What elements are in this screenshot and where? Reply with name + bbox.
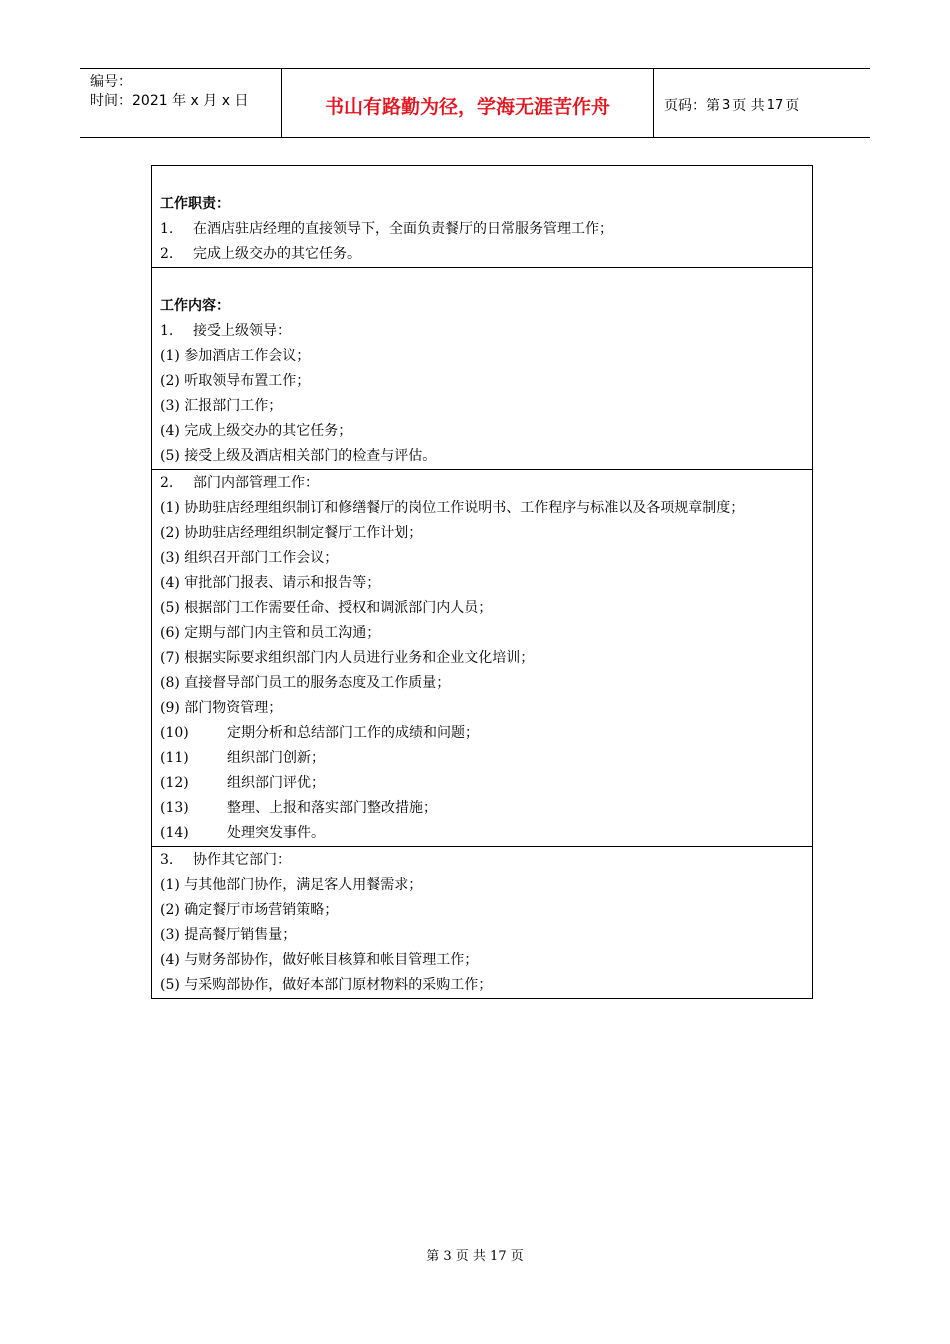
code-label: 编号： [90, 74, 132, 90]
list-item: (3) 提高餐厅销售量； [160, 927, 297, 943]
list-item: (2) 听取领导布置工作； [160, 373, 311, 389]
content-section-3 [152, 846, 812, 998]
page-suffix: 页 [785, 98, 800, 114]
list-item: (10) 定期分析和总结部门工作的成绩和问题； [160, 725, 479, 741]
list-item: (5) 与采购部协作，做好本部门原材物料的采购工作； [160, 977, 493, 993]
list-item: (2) 确定餐厅市场营销策略； [160, 902, 339, 918]
list-item: (7) 根据实际要求组织部门内人员进行业务和企业文化培训； [160, 650, 535, 666]
list-item: (5) 接受上级及酒店相关部门的检查与评估。 [160, 448, 437, 464]
time-label: 时间：2021 年 x 月 x 日 [90, 93, 249, 109]
list-item: (4) 与财务部协作，做好帐目核算和帐目管理工作； [160, 952, 479, 968]
list-item: (4) 完成上级交办的其它任务； [160, 423, 353, 439]
list-item: (3) 汇报部门工作； [160, 398, 283, 414]
list-item: (5) 根据部门工作需要任命、授权和调派部门内人员； [160, 600, 493, 616]
duties-section [152, 166, 812, 267]
list-item: (1) 与其他部门协作，满足客人用餐需求； [160, 877, 423, 893]
list-item: (2) 协助驻店经理组织制定餐厅工作计划； [160, 525, 423, 541]
header-page-number [654, 69, 870, 137]
header-motto: 书山有路勤为径，学海无涯苦作舟 [282, 69, 654, 137]
list-item: (12) 组织部门评优； [160, 775, 325, 791]
job-description-table [151, 165, 813, 999]
duty-item: 2. 完成上级交办的其它任务。 [160, 246, 361, 262]
page-total: 17 [766, 97, 784, 113]
list-item: (4) 审批部门报表、请示和报告等； [160, 575, 381, 591]
list-item: (3) 组织召开部门工作会议； [160, 550, 339, 566]
spacer [160, 167, 806, 192]
spacer [160, 269, 806, 294]
list-item: (11) 组织部门创新； [160, 750, 325, 766]
list-item: (1) 协助驻店经理组织制订和修缮餐厅的岗位工作说明书、工作程序与标准以及各项规章制度； [160, 500, 745, 516]
list-item: (14) 处理突发事件。 [160, 825, 325, 841]
page-header [80, 68, 870, 138]
duty-item: 1. 在酒店驻店经理的直接领导下，全面负责餐厅的日常服务管理工作； [160, 221, 613, 237]
content-section-2 [152, 469, 812, 846]
duties-title: 工作职责： [160, 196, 230, 212]
page-current: 3 [722, 97, 731, 113]
page-mid: 页 共 [732, 98, 765, 114]
list-item: (1) 参加酒店工作会议； [160, 348, 311, 364]
page-prefix: 页码：第 [664, 98, 720, 114]
section-heading: 2. 部门内部管理工作： [160, 475, 319, 491]
content-section-1 [152, 267, 812, 469]
content-title: 工作内容： [160, 298, 230, 314]
section-heading: 1. 接受上级领导： [160, 323, 291, 339]
list-item: (8) 直接督导部门员工的服务态度及工作质量； [160, 675, 451, 691]
header-meta [80, 69, 282, 137]
list-item: (13) 整理、上报和落实部门整改措施； [160, 800, 437, 816]
section-heading: 3. 协作其它部门： [160, 852, 291, 868]
page-footer: 第 3 页 共 17 页 [426, 1249, 524, 1264]
list-item: (6) 定期与部门内主管和员工沟通； [160, 625, 381, 641]
list-item: (9) 部门物资管理； [160, 700, 283, 716]
